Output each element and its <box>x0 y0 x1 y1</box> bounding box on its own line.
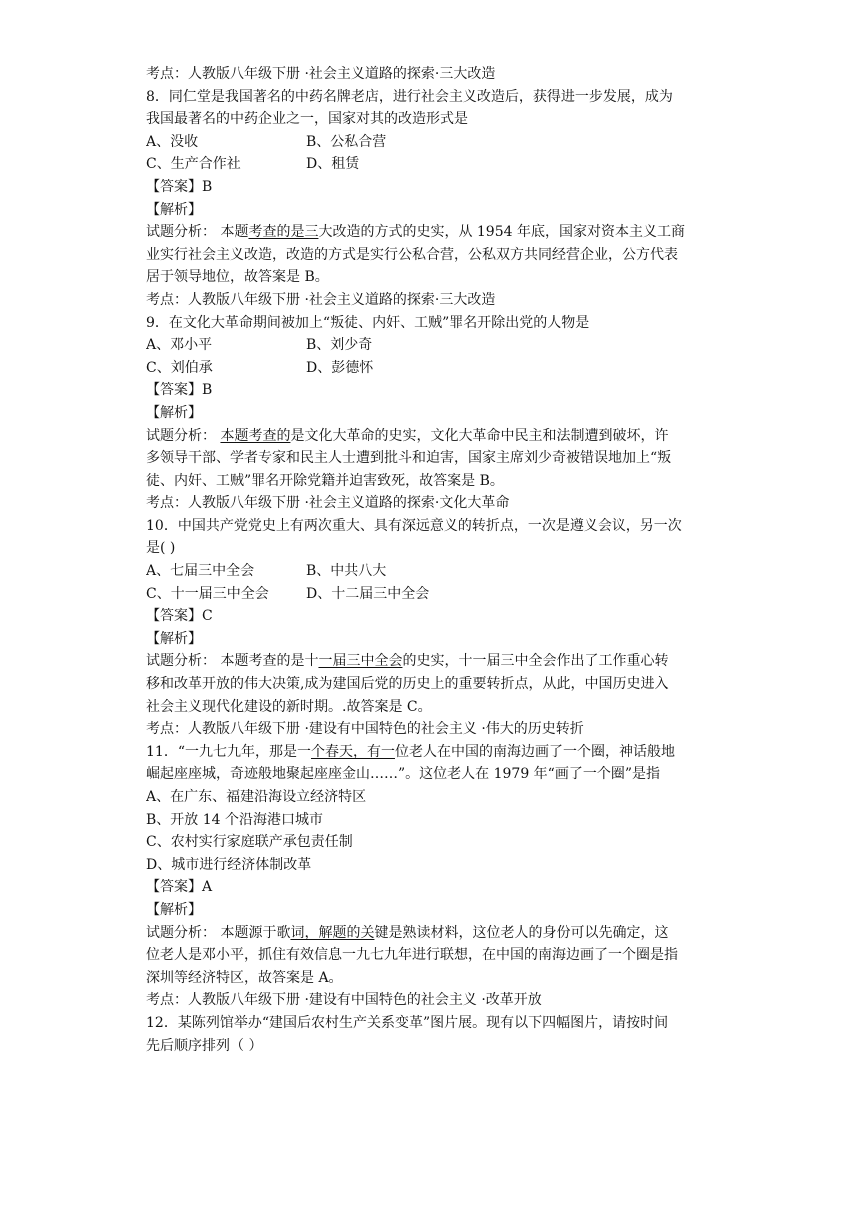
option-row <box>146 334 740 357</box>
text-segment: 试题分析： 本题考查的是十 <box>146 653 319 670</box>
text-line <box>146 809 740 832</box>
text-segment: 考点：人教版八年级下册 ·社会主义道路的探索·三大改造 <box>146 291 496 308</box>
text-segment: C、农村实行家庭联产承包责任制 <box>146 834 353 851</box>
text-segment: 12．某陈列馆举办“建国后农村生产关系变革”图片展。现有以下四幅图片，请按时间 <box>146 1014 669 1031</box>
text-segment: D、城市进行经济体制改革 <box>146 856 312 873</box>
text-segment: 崛起座座城，奇迹般地聚起座座金山……”。这位老人在 1979 年“画了一个圈”是指 <box>146 766 660 783</box>
option-right: B、中共八大 <box>306 563 387 580</box>
text-segment: 考点：人教版八年级下册 ·社会主义道路的探索·文化大革命 <box>146 495 510 512</box>
text-line <box>146 425 740 448</box>
option-right: D、十二届三中全会 <box>306 585 430 602</box>
text-segment: 居于领导地位，故答案是 B。 <box>146 269 329 286</box>
text-line <box>146 944 740 967</box>
option-right: D、租赁 <box>306 156 360 173</box>
text-segment: B、开放 14 个沿海港口城市 <box>146 811 324 828</box>
option-right: D、彭德怀 <box>306 359 374 376</box>
text-line <box>146 221 740 244</box>
text-segment: 11．“一九七九年，那是一 <box>146 743 311 760</box>
text-segment: 【答案】B <box>146 382 213 399</box>
text-segment: 我国最著名的中药企业之一，国家对其的改造形式是 <box>146 111 468 128</box>
text-segment: 多领导干部、学者专家和民主人士遭到批斗和迫害，国家主席刘少奇被错误地加上“叛 <box>146 450 672 467</box>
text-line <box>146 312 740 335</box>
underlined-text: 考查的是三 <box>248 224 319 241</box>
text-segment: 10．中国共产党党史上有两次重大、具有深远意义的转折点，一次是遵义会议，另一次 <box>146 517 682 534</box>
text-segment: 位老人是邓小平，抓住有效信息一九七九年进行联想，在中国的南海边画了一个圈是指 <box>146 947 678 964</box>
text-line <box>146 854 740 877</box>
text-segment: 【答案】A <box>146 879 213 896</box>
text-line <box>146 876 740 899</box>
text-segment: 考点：人教版八年级下册 ·建设有中国特色的社会主义 ·改革开放 <box>146 992 542 1009</box>
text-segment: 社会主义现代化建设的新时期。.故答案是 C。 <box>146 698 432 715</box>
option-left: A、七届三中全会 <box>146 563 255 580</box>
option-right: B、刘少奇 <box>306 337 373 354</box>
text-segment: A、在广东、福建沿海设立经济特区 <box>146 789 367 805</box>
option-left: A、邓小平 <box>146 337 213 354</box>
text-segment: 是文化大革命的史实，文化大革命中民主和法制遭到破坏，许 <box>290 427 669 444</box>
text-line <box>146 537 740 560</box>
text-segment: 【解析】 <box>146 901 202 918</box>
text-segment: 位老人在中国的南海边画了一个圈，神话般地 <box>394 743 675 760</box>
text-segment: 是( ) <box>146 540 176 557</box>
option-row <box>146 131 740 154</box>
text-line <box>146 266 740 289</box>
text-line <box>146 244 740 267</box>
text-line <box>146 831 740 854</box>
text-segment: 深圳等经济特区，故答案是 A。 <box>146 969 343 986</box>
text-segment: 【答案】C <box>146 608 213 625</box>
underlined-text: 一届三中全会 <box>318 653 403 670</box>
option-row <box>146 583 740 606</box>
text-segment: 业实行社会主义改造，改造的方式是实行公私合营，公私双方共同经营企业，公方代表 <box>146 246 678 263</box>
text-line <box>146 402 740 425</box>
text-line <box>146 1035 740 1058</box>
text-line <box>146 176 740 199</box>
option-row <box>146 357 740 380</box>
text-line <box>146 741 740 764</box>
option-left: C、十一届三中全会 <box>146 585 269 602</box>
text-segment: 【解析】 <box>146 630 202 647</box>
text-line <box>146 967 740 990</box>
text-line <box>146 447 740 470</box>
text-line <box>146 1012 740 1035</box>
text-segment: 试题分析： 本题源于歌 <box>146 924 291 941</box>
text-segment: 考点：人教版八年级下册 ·社会主义道路的探索·三大改造 <box>146 66 496 82</box>
option-left: C、生产合作社 <box>146 156 241 173</box>
text-line <box>146 605 740 628</box>
option-right: B、公私合营 <box>306 133 387 150</box>
text-segment: 9．在文化大革命期间被加上“叛徒、内奸、工贼”罪名开除出党的人物是 <box>146 314 590 331</box>
text-segment: 【解析】 <box>146 201 202 218</box>
text-line <box>146 673 740 696</box>
option-row <box>146 153 740 176</box>
text-line <box>146 63 740 86</box>
text-line <box>146 763 740 786</box>
text-segment: 徒、内奸、工贼”罪名开除党籍并迫害致死，故答案是 B。 <box>146 472 504 489</box>
text-line <box>146 470 740 493</box>
text-line <box>146 86 740 109</box>
text-segment: 【解析】 <box>146 404 202 421</box>
text-line <box>146 989 740 1012</box>
text-segment: 8．同仁堂是我国著名的中药名牌老店，进行社会主义改造后，获得进一步发展，成为 <box>146 88 673 105</box>
option-row <box>146 560 740 583</box>
option-left: A、没收 <box>146 133 199 150</box>
text-line <box>146 922 740 945</box>
underlined-text: 个春天，有一 <box>310 743 395 760</box>
text-line <box>146 379 740 402</box>
option-left: C、刘伯承 <box>146 359 213 376</box>
text-segment: 【答案】B <box>146 178 213 195</box>
text-segment: 考点：人教版八年级下册 ·建设有中国特色的社会主义 ·伟大的历史转折 <box>146 721 584 738</box>
underlined-text: 词，解题的关 <box>290 924 375 941</box>
text-segment: 的史实，十一届三中全会作出了工作重心转 <box>402 653 669 670</box>
text-line <box>146 289 740 312</box>
text-segment: 试题分析： <box>146 427 221 444</box>
text-line <box>146 696 740 719</box>
text-segment: 试题分析： 本题 <box>146 224 249 241</box>
underlined-text: 本题考查的 <box>220 427 291 444</box>
text-segment: 键是熟读材料，这位老人的身份可以先确定，这 <box>374 924 669 941</box>
text-line <box>146 718 740 741</box>
text-segment: 移和改革开放的伟大决策,成为建国后党的历史上的重要转折点，从此，中国历史进入 <box>146 676 669 693</box>
text-line <box>146 650 740 673</box>
text-line <box>146 786 740 809</box>
text-line <box>146 199 740 222</box>
text-line <box>146 628 740 651</box>
text-line <box>146 899 740 922</box>
text-line <box>146 492 740 515</box>
text-line <box>146 515 740 538</box>
text-line <box>146 108 740 131</box>
text-segment: 大改造的方式的史实，从 1954 年底，国家对资本主义工商 <box>318 224 685 241</box>
text-segment: 先后顺序排列（ ） <box>146 1037 263 1054</box>
